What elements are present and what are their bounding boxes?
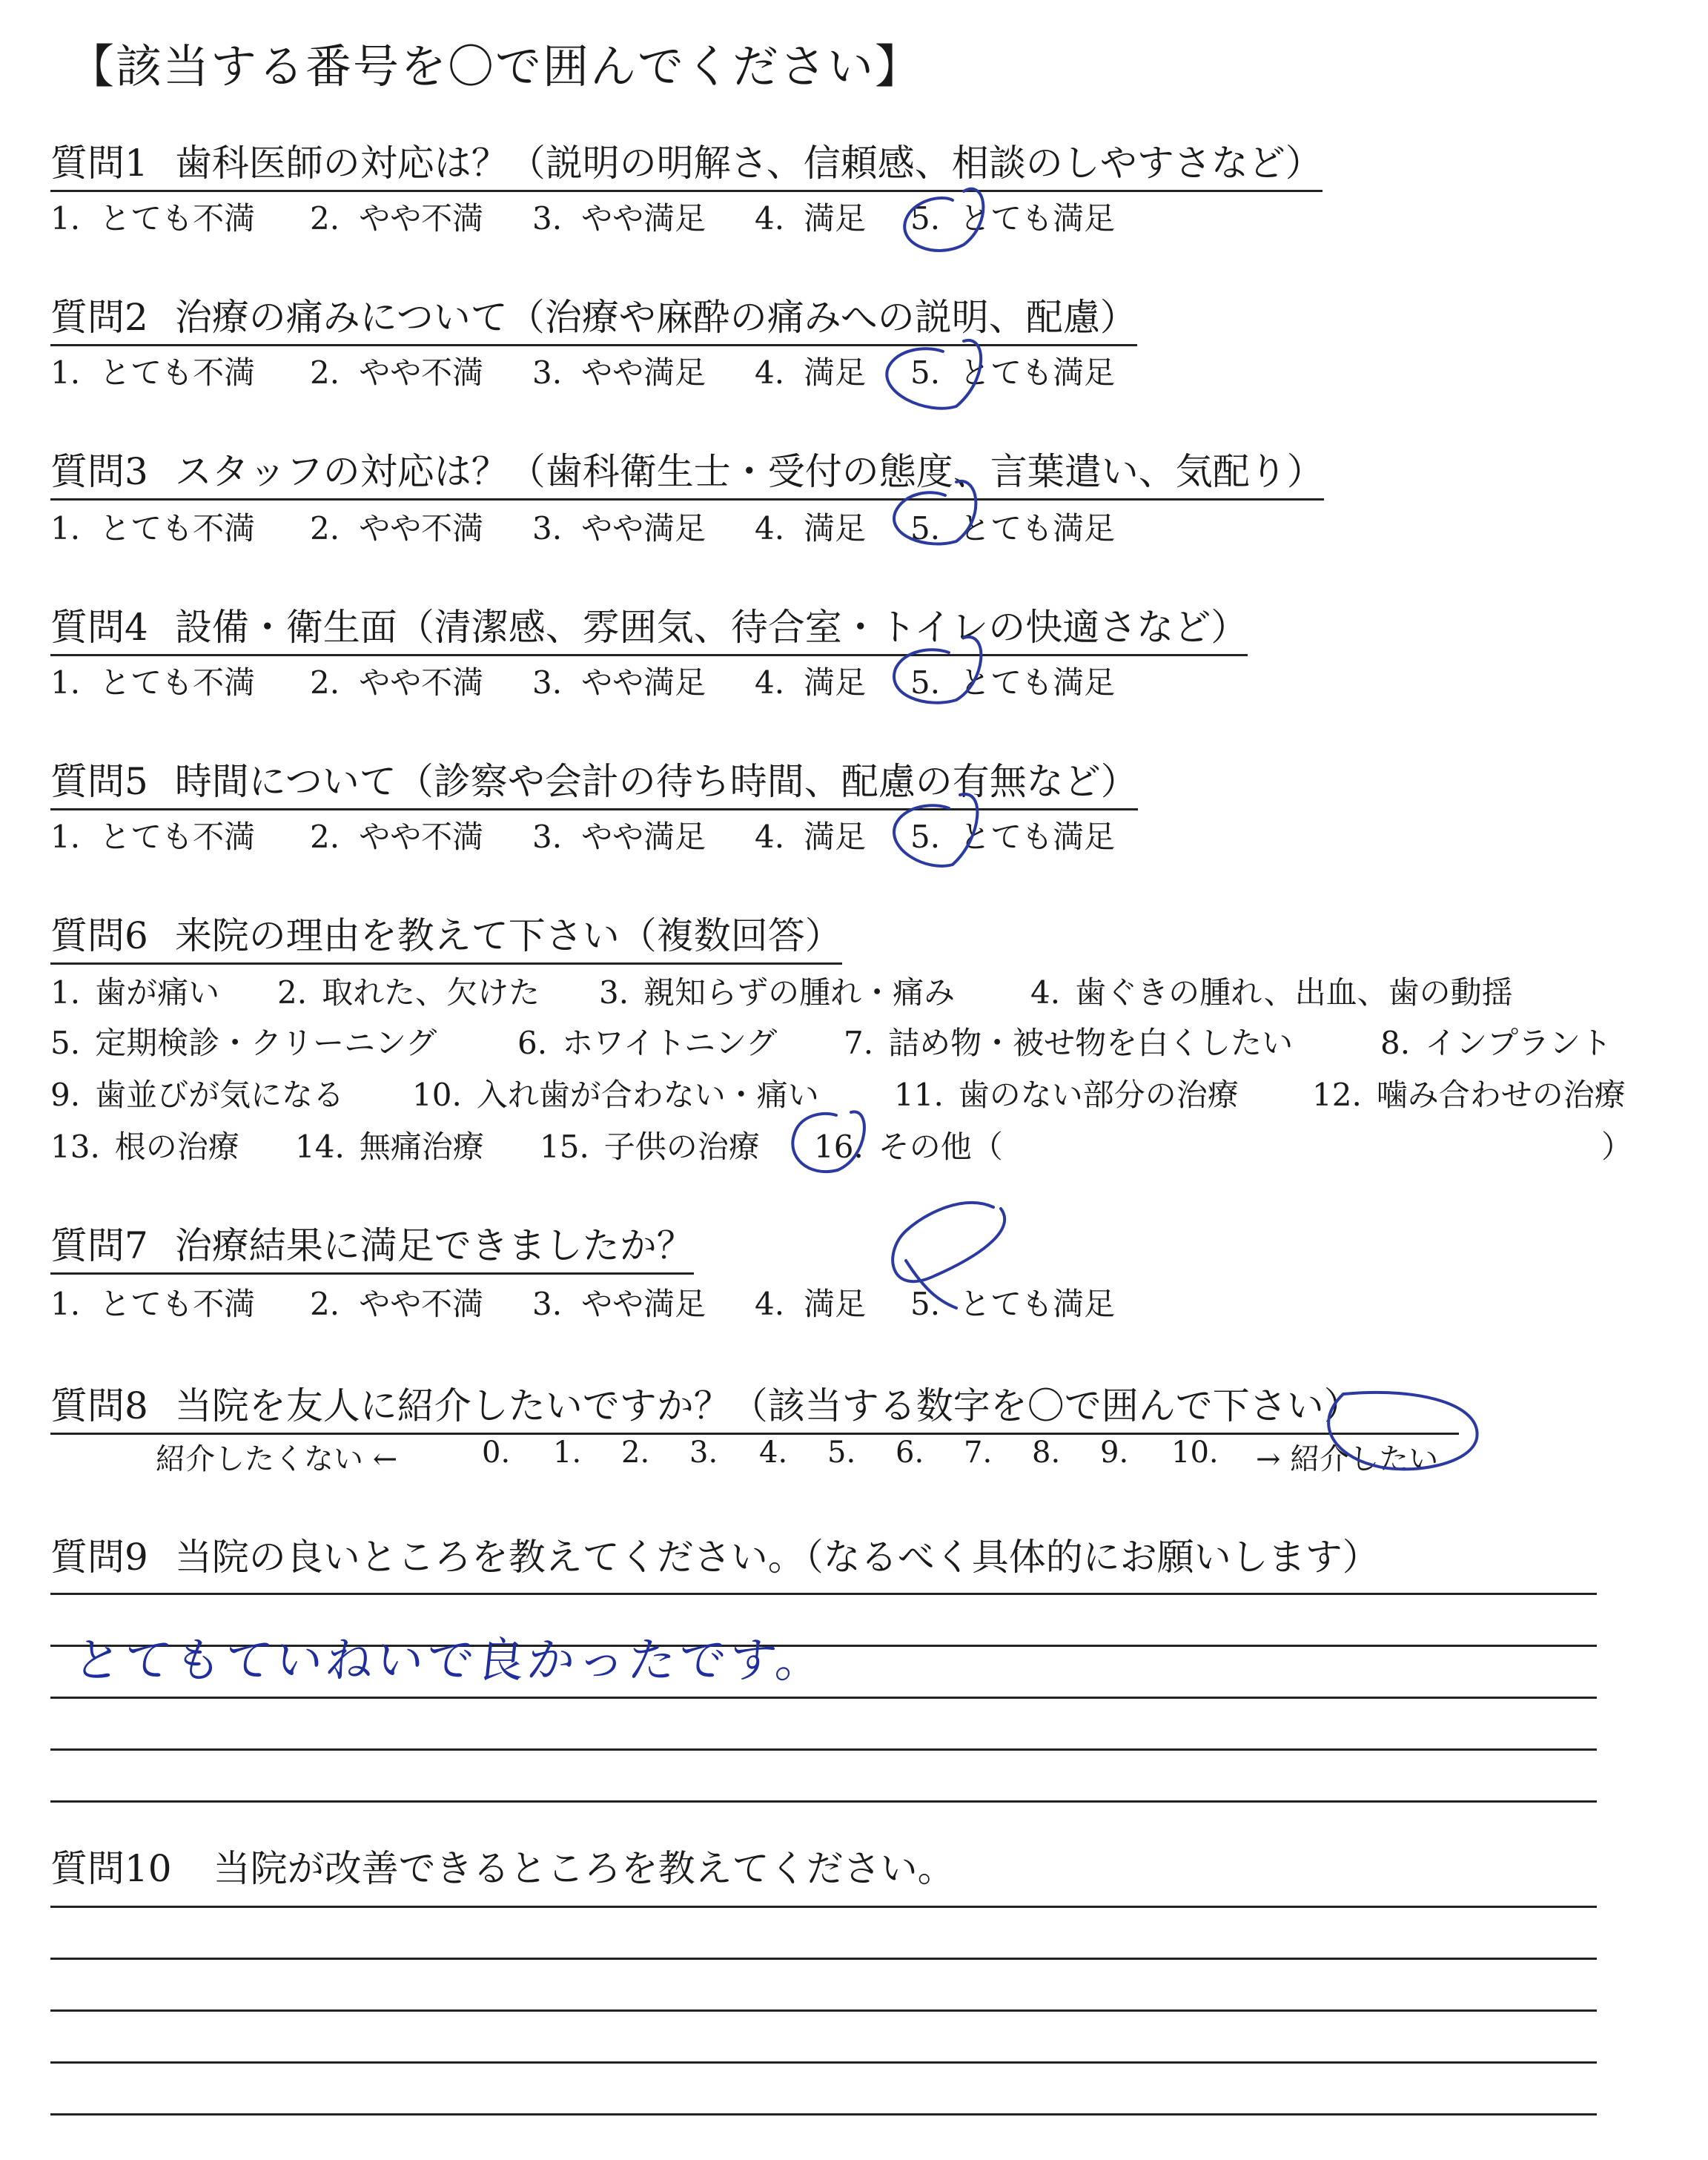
reason-option[interactable]: 5. 定期検診・クリーニング bbox=[50, 1025, 437, 1061]
answer-line[interactable] bbox=[50, 2061, 1597, 2064]
question-text: 当院を友人に紹介したいですか？（該当する数字を〇で囲んで下さい） bbox=[174, 1384, 1361, 1427]
answer-line[interactable] bbox=[50, 2113, 1597, 2116]
option-2[interactable]: 2. やや不満 bbox=[310, 200, 484, 237]
scale-0[interactable]: 0. bbox=[482, 1436, 511, 1470]
option-2[interactable]: 2. やや不満 bbox=[310, 354, 484, 391]
scale-10[interactable]: 10. bbox=[1171, 1436, 1219, 1470]
scale-3[interactable]: 3. bbox=[689, 1436, 718, 1470]
option-2[interactable]: 2. やや不満 bbox=[310, 1286, 484, 1322]
question-number: 質問6 bbox=[50, 914, 148, 957]
option-1[interactable]: 1. とても不満 bbox=[50, 664, 256, 701]
question-text: 歯科医師の対応は？（説明の明解さ、信頼感、相談のしやすさなど） bbox=[174, 142, 1323, 185]
option-1[interactable]: 1. とても不満 bbox=[50, 510, 256, 546]
reason-option[interactable]: 11. 歯のない部分の治療 bbox=[894, 1077, 1239, 1113]
option-3[interactable]: 3. やや満足 bbox=[532, 1286, 706, 1322]
question-title bbox=[50, 1839, 955, 1895]
answer-line[interactable] bbox=[50, 1958, 1597, 1960]
handwritten-answer: とてもていねいで良かったです。 bbox=[70, 1634, 830, 1688]
option-3[interactable]: 3. やや満足 bbox=[532, 354, 706, 391]
question-title bbox=[50, 752, 1138, 810]
reason-option[interactable]: 12. 噛み合わせの治療 bbox=[1312, 1077, 1626, 1113]
option-5[interactable]: 5. とても満足 bbox=[910, 510, 1116, 546]
option-4[interactable]: 4. 満足 bbox=[755, 354, 867, 391]
reason-option[interactable]: 14. 無痛治療 bbox=[295, 1129, 484, 1165]
option-1[interactable]: 1. とても不満 bbox=[50, 200, 256, 237]
question-text: 設備・衛生面（清潔感、雰囲気、待合室・トイレの快適さなど） bbox=[174, 606, 1248, 649]
scale-7[interactable]: 7. bbox=[964, 1436, 993, 1470]
option-5[interactable]: 5. とても満足 bbox=[910, 200, 1116, 237]
option-1[interactable]: 1. とても不満 bbox=[50, 354, 256, 391]
question-title bbox=[50, 1376, 1459, 1435]
scale-8[interactable]: 8. bbox=[1032, 1436, 1061, 1470]
question-text: 治療結果に満足できましたか？ bbox=[174, 1224, 694, 1267]
question-number: 質問8 bbox=[50, 1384, 148, 1427]
answer-line[interactable] bbox=[50, 1906, 1597, 1908]
option-4[interactable]: 4. 満足 bbox=[755, 510, 867, 546]
reason-option[interactable]: 3. 親知らずの腫れ・痛み bbox=[599, 974, 956, 1011]
scale-4[interactable]: 4. bbox=[759, 1436, 788, 1470]
option-4[interactable]: 4. 満足 bbox=[755, 819, 867, 855]
scale-right-label: → 紹介したい bbox=[1256, 1442, 1439, 1476]
option-1[interactable]: 1. とても不満 bbox=[50, 1286, 256, 1322]
question-text: 当院の良いところを教えてください。（なるべく具体的にお願いします） bbox=[174, 1536, 1380, 1579]
answer-line[interactable] bbox=[50, 1748, 1597, 1751]
option-5[interactable]: 5. とても満足 bbox=[910, 819, 1116, 855]
scale-2[interactable]: 2. bbox=[621, 1436, 650, 1470]
option-3[interactable]: 3. やや満足 bbox=[532, 819, 706, 855]
question-number: 質問4 bbox=[50, 606, 148, 649]
reason-option[interactable]: 1. 歯が痛い bbox=[50, 974, 220, 1011]
reason-option[interactable]: 13. 根の治療 bbox=[50, 1129, 239, 1165]
reason-option[interactable]: 15. 子供の治療 bbox=[540, 1129, 760, 1165]
answer-line[interactable] bbox=[50, 1697, 1597, 1699]
question-title bbox=[50, 906, 842, 965]
option-2[interactable]: 2. やや不満 bbox=[310, 510, 484, 546]
question-title bbox=[50, 598, 1248, 656]
question-number: 質問1 bbox=[50, 142, 148, 185]
scale-1[interactable]: 1. bbox=[553, 1436, 582, 1470]
question-title bbox=[50, 1216, 694, 1275]
option-3[interactable]: 3. やや満足 bbox=[532, 200, 706, 237]
option-5[interactable]: 5. とても満足 bbox=[910, 354, 1116, 391]
question-title bbox=[50, 442, 1324, 501]
reason-option[interactable]: 2. 取れた、欠けた bbox=[277, 974, 540, 1011]
reason-option[interactable]: 7. 詰め物・被せ物を白くしたい bbox=[844, 1025, 1294, 1061]
other-close-paren: ） bbox=[1601, 1129, 1633, 1165]
question-title bbox=[50, 1527, 1380, 1584]
option-5[interactable]: 5. とても満足 bbox=[910, 664, 1116, 701]
option-2[interactable]: 2. やや不満 bbox=[310, 819, 484, 855]
option-1[interactable]: 1. とても不満 bbox=[50, 819, 256, 855]
option-3[interactable]: 3. やや満足 bbox=[532, 510, 706, 546]
reason-option-other[interactable]: 16. その他（ bbox=[814, 1129, 1003, 1165]
page-title: 【該当する番号を〇で囲んでください】 bbox=[68, 39, 923, 93]
reason-option[interactable]: 4. 歯ぐきの腫れ、出血、歯の動揺 bbox=[1030, 974, 1513, 1011]
option-4[interactable]: 4. 満足 bbox=[755, 664, 867, 701]
answer-line[interactable] bbox=[50, 1800, 1597, 1803]
question-title bbox=[50, 288, 1137, 346]
option-3[interactable]: 3. やや満足 bbox=[532, 664, 706, 701]
question-number: 質問9 bbox=[50, 1536, 148, 1579]
question-number: 質問2 bbox=[50, 296, 148, 339]
answer-line[interactable] bbox=[50, 2009, 1597, 2012]
reason-option[interactable]: 10. 入れ歯が合わない・痛い bbox=[412, 1077, 819, 1113]
question-text: 治療の痛みについて（治療や麻酔の痛みへの説明、配慮） bbox=[174, 296, 1137, 339]
question-number: 質問7 bbox=[50, 1224, 148, 1267]
question-text: 来院の理由を教えて下さい（複数回答） bbox=[174, 914, 842, 957]
question-text: 当院が改善できるところを教えてください。 bbox=[213, 1847, 955, 1890]
option-4[interactable]: 4. 満足 bbox=[755, 200, 867, 237]
reason-option[interactable]: 8. インプラント bbox=[1380, 1025, 1612, 1061]
question-text: 時間について（診察や会計の待ち時間、配慮の有無など） bbox=[174, 760, 1138, 803]
scale-5[interactable]: 5. bbox=[827, 1436, 856, 1470]
question-title bbox=[50, 133, 1323, 192]
question-number: 質問3 bbox=[50, 450, 148, 493]
question-number: 質問10 bbox=[50, 1847, 172, 1890]
answer-line[interactable] bbox=[50, 1593, 1597, 1595]
scale-6[interactable]: 6. bbox=[896, 1436, 924, 1470]
scale-9[interactable]: 9. bbox=[1100, 1436, 1129, 1470]
reason-option[interactable]: 9. 歯並びが気になる bbox=[50, 1077, 345, 1113]
option-4[interactable]: 4. 満足 bbox=[755, 1286, 867, 1322]
option-5[interactable]: 5. とても満足 bbox=[910, 1286, 1116, 1322]
question-text: スタッフの対応は？（歯科衛生士・受付の態度、言葉遣い、気配り） bbox=[174, 450, 1324, 493]
reason-option[interactable]: 6. ホワイトニング bbox=[517, 1025, 778, 1061]
question-number: 質問5 bbox=[50, 760, 148, 803]
scale-left-label: 紹介したくない ← bbox=[156, 1442, 398, 1476]
option-2[interactable]: 2. やや不満 bbox=[310, 664, 484, 701]
